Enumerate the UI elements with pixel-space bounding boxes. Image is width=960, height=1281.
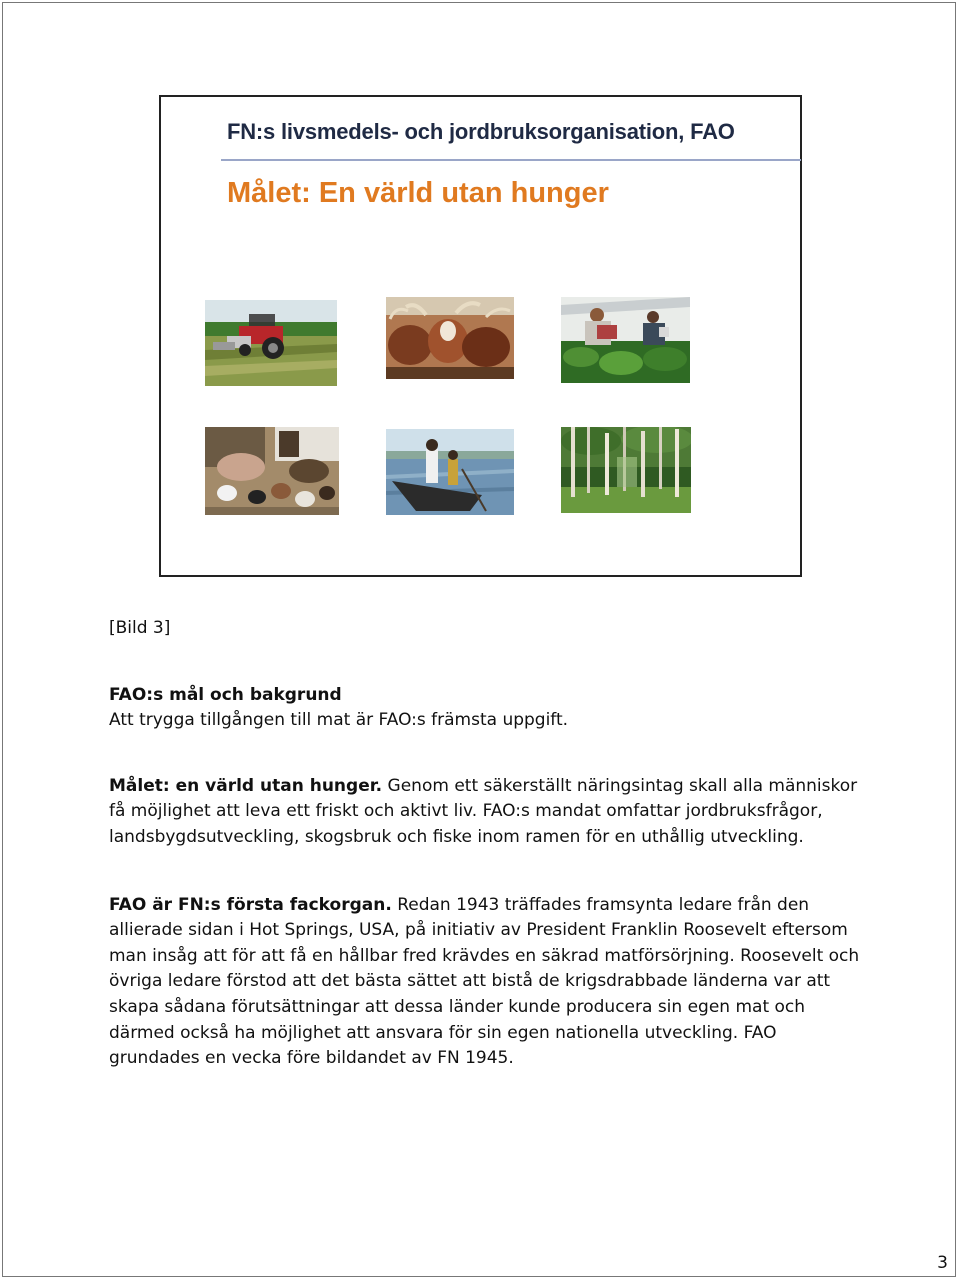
tractor-photo <box>205 300 337 386</box>
forest-photo <box>561 427 691 513</box>
slide-thumbnail <box>159 95 802 577</box>
history-lead: FAO är FN:s första fackorgan. <box>109 894 392 915</box>
notes-heading: FAO:s mål och bakgrund <box>109 684 342 705</box>
notes-history-paragraph <box>109 893 869 1072</box>
slide-title: FN:s livsmedels- och jordbruksorganisation, FAO <box>227 119 735 144</box>
page-number: 3 <box>937 1253 948 1273</box>
goal-body: Genom ett säkerställt näringsintag skall alla människor få möjlighet att leva ett friskt och aktivt liv. FAO:s mandat omfattar jordbruksfrågor, landsbygdsutveckling, skogsbruk och fiske inom ramen för en uthållig utveckling. <box>109 775 858 847</box>
cattle-photo <box>386 297 514 379</box>
slide-reference: [Bild 3] <box>109 618 171 638</box>
speaker-notes <box>109 616 869 1072</box>
notes-goal-paragraph <box>109 774 869 851</box>
farmers-photo <box>561 297 690 383</box>
goal-lead: Målet: en värld utan hunger. <box>109 775 383 796</box>
slide-goal-heading: Målet: En värld utan hunger <box>227 177 609 209</box>
history-body: Redan 1943 träffades framsynta ledare från den allierade sidan i Hot Springs, USA, på initiativ av President Franklin Roosevelt eftersom man insåg att för att få en hållbar fred krävdes en säkrad matförsörjning. Roosevelt och övriga ledare förstod att det bästa sättet att bistå de krigsdrabbade länderna var att skapa sådana förutsättningar att dessa länder kunde producera sin egen mat och därmed också ha möjlighet att ansvara för sin egen nationella utveckling. FAO grundades en vecka före bildandet av FN 1945. <box>109 894 860 1069</box>
notes-intro: Att trygga tillgången till mat är FAO:s främsta uppgift. <box>109 710 569 731</box>
fishing-boat-photo <box>386 429 514 515</box>
slide-divider <box>221 159 801 161</box>
livestock-photo <box>205 427 339 515</box>
